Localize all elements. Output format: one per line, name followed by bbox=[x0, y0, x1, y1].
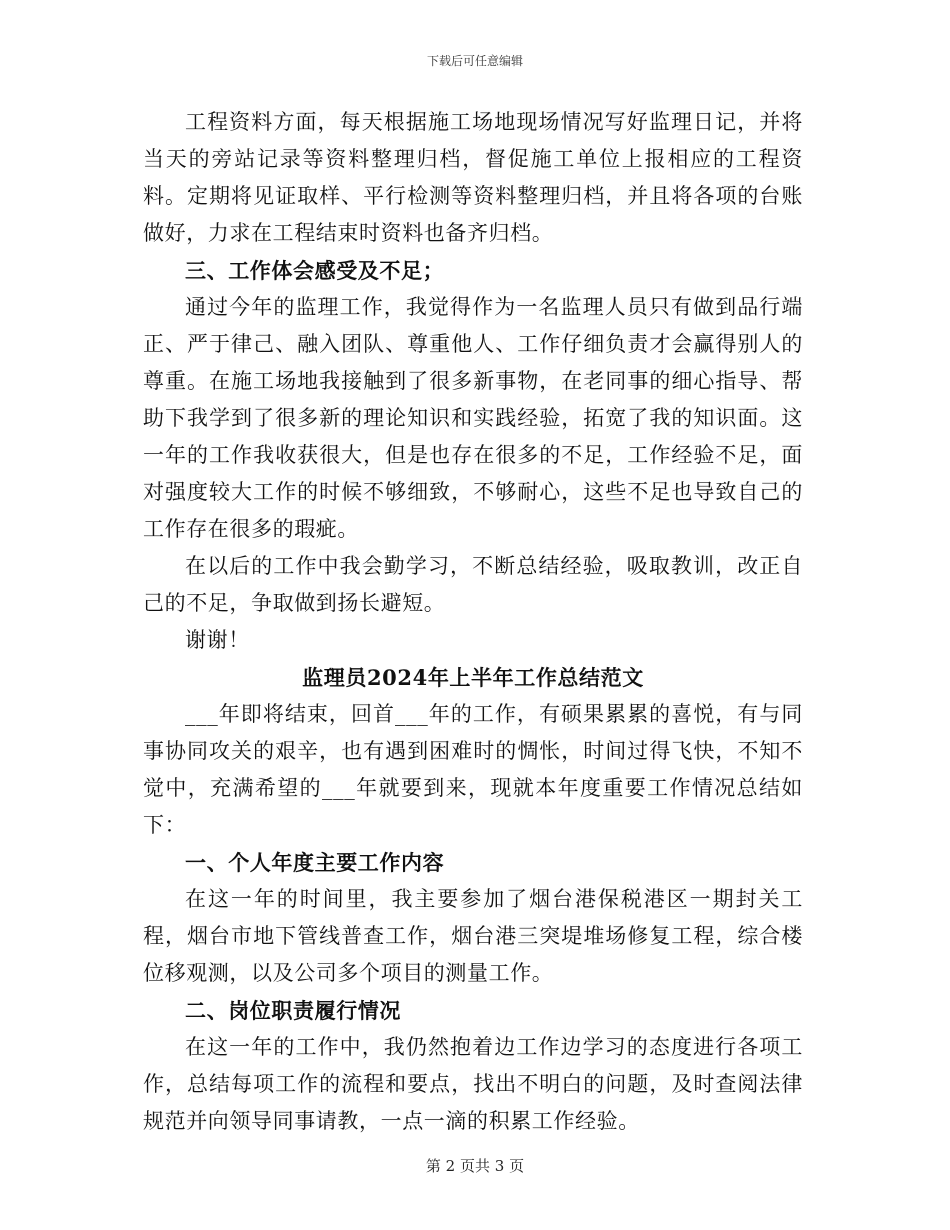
document-body bbox=[143, 104, 803, 1140]
paragraph-main-work: 在这一年的时间里，我主要参加了烟台港保税港区一期封关工程，烟台市地下管线普查工作，烟台港三突堤堆场修复工程，综合楼位移观测，以及公司多个项目的测量工作。 bbox=[143, 887, 803, 985]
page-footer: 第 2 页共 3 页 bbox=[425, 1157, 525, 1175]
section-heading-main-work: 一、个人年度主要工作内容 bbox=[185, 850, 445, 875]
section-heading-duties: 二、岗位职责履行情况 bbox=[185, 998, 401, 1023]
paragraph-engineering-documents: 工程资料方面，每天根据施工场地现场情况写好监理日记，并将当天的旁站记录等资料整理归档，督促施工单位上报相应的工程资料。定期将见证取样、平行检测等资料整理归档，并且将各项的台账做好，力求在工程结束时资料也备齐归档。 bbox=[143, 110, 803, 245]
paragraph-future-plan: 在以后的工作中我会勤学习，不断总结经验，吸取教训，改正自己的不足，争取做到扬长避短。 bbox=[143, 554, 803, 615]
document-title: 监理员2024年上半年工作总结范文 bbox=[302, 665, 644, 690]
paragraph-intro: ___年即将结束，回首___年的工作，有硕果累累的喜悦，有与同事协同攻关的艰辛，也有遇到困难时的惆怅，时间过得飞快，不知不觉中，充满希望的___年就要到来，现就本年度重要工作情况总结如下： bbox=[143, 702, 803, 837]
paragraph-duties: 在这一年的工作中，我仍然抱着边工作边学习的态度进行各项工作，总结每项工作的流程和要点，找出不明白的问题，及时查阅法律规范并向领导同事请教，一点一滴的积累工作经验。 bbox=[143, 1035, 803, 1133]
paragraph-thanks: 谢谢！ bbox=[185, 628, 250, 652]
page-header: 下载后可任意编辑 bbox=[426, 54, 523, 68]
paragraph-experience: 通过今年的监理工作，我觉得作为一名监理人员只有做到品行端正、严于律己、融入团队、尊重他人、工作仔细负责才会赢得别人的尊重。在施工场地我接触到了很多新事物，在老同事的细心指导、帮助下我学到了很多新的理论知识和实践经验，拓宽了我的知识面。这一年的工作我收获很大，但是也存在很多的不足，工作经验不足，面对强度较大工作的时候不够细致，不够耐心，这些不足也导致自己的工作存在很多的瑕疵。 bbox=[143, 295, 803, 541]
section-heading-experience: 三、工作体会感受及不足； bbox=[185, 258, 445, 283]
